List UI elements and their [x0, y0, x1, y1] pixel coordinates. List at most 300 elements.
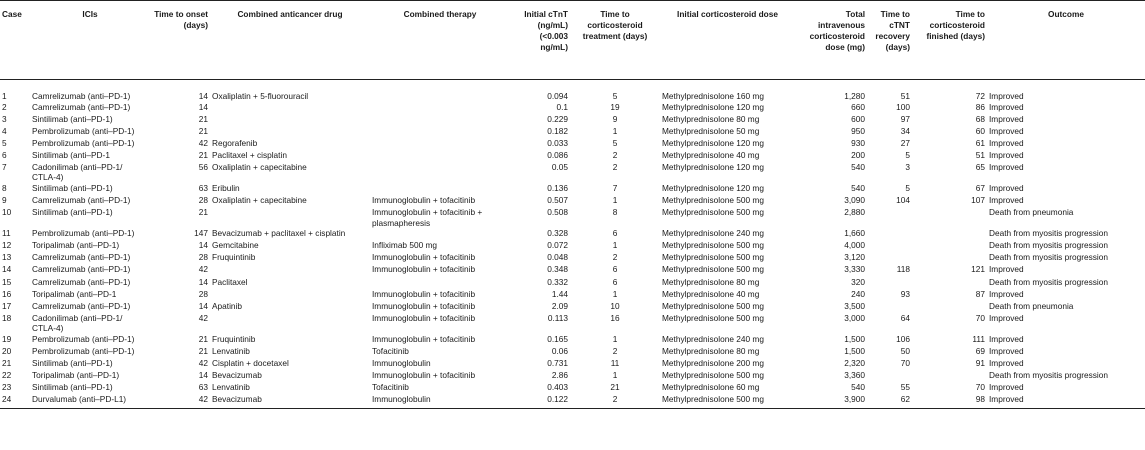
cell-initial-ctnt: 0.229	[547, 113, 568, 124]
cell-initial-ctnt: 0.507	[547, 195, 568, 206]
cell-outcome: Death from myositis progression	[989, 276, 1108, 287]
cell-total-iv-corticosteroid-dose: 1,280	[844, 91, 865, 101]
cell-combined-therapy: Immunoglobulin + tofacitinib	[372, 370, 476, 381]
cell-total-iv-corticosteroid-dose: 930	[851, 137, 865, 148]
cell-time-to-ctnt-recovery	[867, 228, 912, 240]
cell-combined-therapy: Tofacitinib	[372, 345, 409, 356]
cell-time-to-onset: 21	[198, 207, 208, 218]
cell-combined-therapy	[370, 183, 510, 195]
cell-initial-corticosteroid-dose: Methylprednisolone 120 mg	[662, 101, 764, 112]
table-row	[0, 277, 1145, 289]
cell-initial-corticosteroid-dose: Methylprednisolone 500 mg	[662, 252, 764, 263]
cell-initial-corticosteroid-dose: Methylprednisolone 500 mg	[662, 370, 764, 381]
cell-icis: Camrelizumab (anti–PD-1)	[32, 91, 131, 101]
cell-initial-corticosteroid-dose: Methylprednisolone 240 mg	[662, 333, 764, 344]
cell-initial-ctnt: 0.731	[547, 358, 568, 368]
cell-time-to-corticosteroid-treatment: 6	[612, 264, 618, 275]
cell-case: 19	[2, 333, 12, 344]
header-total-iv-corticosteroid-dose: Total intravenous corticosteroid dose (mg)	[795, 1, 867, 80]
cell-time-to-onset: 21	[198, 333, 208, 344]
cell-total-iv-corticosteroid-dose: 3,120	[844, 252, 865, 263]
cell-initial-corticosteroid-dose: Methylprednisolone 120 mg	[662, 137, 764, 148]
cell-time-to-corticosteroid-finished: 69	[975, 345, 985, 356]
cell-icis: Pembrolizumab (anti–PD-1)	[32, 137, 135, 148]
cell-combined-therapy: Immunoglobulin + tofacitinib	[372, 333, 476, 344]
cell-time-to-ctnt-recovery: 55	[900, 382, 910, 393]
cell-time-to-ctnt-recovery: 106	[896, 333, 910, 344]
cell-outcome: Death from pneumonia	[989, 300, 1074, 311]
cell-time-to-onset: 14	[198, 276, 208, 287]
cell-initial-ctnt: 0.328	[547, 228, 568, 239]
cell-initial-ctnt: 0.048	[547, 252, 568, 263]
cell-case: 11	[2, 228, 11, 239]
cell-initial-corticosteroid-dose: Methylprednisolone 500 mg	[662, 195, 764, 206]
cell-icis: Sintilimab (anti–PD-1)	[32, 182, 113, 193]
cell-combined-therapy	[370, 150, 510, 162]
cell-combined-therapy: Immunoglobulin	[370, 394, 510, 408]
cell-time-to-corticosteroid-finished: 98	[912, 394, 987, 408]
table-row	[0, 264, 1145, 276]
cell-initial-corticosteroid-dose: Methylprednisolone 120 mg	[662, 161, 764, 172]
cell-time-to-corticosteroid-finished: 65	[975, 161, 985, 172]
cell-time-to-ctnt-recovery: 64	[900, 312, 910, 323]
cell-total-iv-corticosteroid-dose: 3,330	[844, 264, 865, 275]
cell-time-to-ctnt-recovery: 62	[867, 394, 912, 408]
cell-initial-ctnt: 0.182	[547, 125, 568, 136]
table-row	[0, 301, 1145, 313]
cell-combined-anticancer-drug: Fruquintinib	[212, 333, 256, 344]
cell-time-to-ctnt-recovery	[867, 370, 912, 382]
cell-time-to-onset: 63	[198, 382, 208, 393]
cell-time-to-corticosteroid-treatment: 2	[612, 252, 618, 263]
cell-outcome: Improved	[989, 264, 1024, 275]
header-case: Case	[0, 1, 30, 80]
cell-combined-anticancer-drug: Paclitaxel	[212, 276, 248, 287]
cell-case: 9	[2, 195, 7, 206]
table-row	[0, 195, 1145, 207]
cell-case: 21	[2, 358, 12, 368]
cell-time-to-onset: 42	[198, 312, 208, 323]
cell-total-iv-corticosteroid-dose: 950	[851, 125, 865, 136]
cell-total-iv-corticosteroid-dose: 660	[851, 101, 865, 112]
cell-initial-ctnt: 0.136	[547, 182, 568, 193]
cell-initial-corticosteroid-dose: Methylprednisolone 40 mg	[662, 149, 760, 160]
cell-time-to-corticosteroid-finished: 61	[975, 137, 985, 148]
cell-time-to-ctnt-recovery: 93	[900, 288, 910, 299]
table-row	[0, 126, 1145, 138]
cell-icis: Toripalimab (anti–PD-1)	[32, 370, 120, 381]
cell-combined-anticancer-drug: Oxaliplatin + 5-fluorouracil	[212, 91, 309, 101]
cell-initial-ctnt: 0.122	[510, 394, 570, 408]
cell-total-iv-corticosteroid-dose: 3,500	[844, 300, 865, 311]
cell-time-to-corticosteroid-treatment: 1	[612, 370, 618, 381]
cell-time-to-corticosteroid-treatment: 1	[612, 125, 618, 136]
cell-icis: Pembrolizumab (anti–PD-1)	[32, 125, 135, 136]
cell-outcome: Death from myositis progression	[989, 252, 1108, 263]
header-time-to-corticosteroid-treatment: Time to corticosteroid treatment (days)	[570, 1, 660, 80]
cell-time-to-corticosteroid-treatment: 2	[612, 149, 618, 160]
cell-combined-anticancer-drug: Lenvatinib	[212, 345, 250, 356]
cell-time-to-corticosteroid-finished: 67	[975, 182, 985, 193]
cell-outcome: Improved	[989, 101, 1024, 112]
cell-total-iv-corticosteroid-dose: 3,900	[795, 394, 867, 408]
cell-time-to-ctnt-recovery	[867, 252, 912, 264]
table-row	[0, 114, 1145, 126]
cell-time-to-corticosteroid-treatment: 2	[612, 345, 618, 356]
cell-initial-ctnt: 0.086	[547, 149, 568, 160]
cell-outcome: Improved	[989, 288, 1024, 299]
cell-initial-corticosteroid-dose: Methylprednisolone 120 mg	[662, 182, 764, 193]
cell-case: 18	[2, 312, 12, 323]
cell-combined-therapy	[370, 138, 510, 150]
cell-time-to-onset: 21	[198, 149, 208, 160]
table-row	[0, 162, 1145, 183]
cell-combined-anticancer-drug	[210, 126, 370, 138]
cell-initial-ctnt: 0.332	[547, 276, 568, 287]
cell-total-iv-corticosteroid-dose: 1,500	[844, 345, 865, 356]
cell-case: 16	[2, 288, 12, 299]
cell-time-to-corticosteroid-treatment: 21	[610, 382, 620, 393]
cell-time-to-corticosteroid-finished: 86	[975, 101, 985, 112]
cell-outcome: Improved	[989, 113, 1024, 124]
cell-initial-ctnt: 0.508	[547, 207, 568, 218]
cell-combined-therapy: Infliximab 500 mg	[372, 240, 438, 251]
cell-outcome: Death from myositis progression	[989, 240, 1108, 251]
cell-total-iv-corticosteroid-dose: 3,360	[844, 370, 865, 381]
cell-combined-anticancer-drug	[210, 289, 370, 301]
cell-combined-anticancer-drug: Oxaliplatin + capecitabine	[212, 195, 307, 206]
cell-outcome: Improved	[989, 345, 1024, 356]
cell-case: 22	[2, 370, 12, 381]
cell-icis: Pembrolizumab (anti–PD-1)	[32, 345, 135, 356]
cell-total-iv-corticosteroid-dose: 240	[851, 288, 865, 299]
table-row	[0, 240, 1145, 252]
cell-case: 5	[2, 137, 7, 148]
cell-outcome: Improved	[989, 149, 1024, 160]
cell-total-iv-corticosteroid-dose: 3,090	[844, 195, 865, 206]
cell-icis: Toripalimab (anti–PD-1)	[32, 240, 120, 251]
cell-combined-anticancer-drug: Oxaliplatin + capecitabine	[212, 161, 307, 172]
cell-time-to-corticosteroid-treatment: 8	[612, 207, 618, 218]
header-initial-ctnt: Initial cTnT (ng/mL) (<0.003 ng/mL)	[510, 1, 570, 80]
cell-icis: Sintilimab (anti–PD-1)	[32, 358, 113, 368]
cell-time-to-onset: 28	[198, 288, 208, 299]
table-row	[0, 334, 1145, 346]
header-initial-corticosteroid-dose: Initial corticosteroid dose	[660, 1, 795, 80]
cell-icis: Pembrolizumab (anti–PD-1)	[32, 333, 135, 344]
cell-combined-therapy: Tofacitinib	[372, 382, 409, 393]
cell-time-to-corticosteroid-treatment: 11	[610, 358, 620, 368]
cell-case: 24	[0, 394, 30, 408]
header-icis: ICIs	[30, 1, 150, 80]
cell-time-to-onset: 147	[194, 228, 208, 239]
cell-time-to-ctnt-recovery: 100	[896, 101, 910, 112]
cell-time-to-onset: 42	[198, 358, 208, 368]
cell-total-iv-corticosteroid-dose: 540	[851, 161, 865, 172]
cell-combined-anticancer-drug: Apatinib	[212, 300, 242, 311]
cell-total-iv-corticosteroid-dose: 200	[851, 149, 865, 160]
cell-time-to-corticosteroid-finished	[912, 277, 987, 289]
cell-combined-therapy: Immunoglobulin + tofacitinib	[372, 312, 476, 323]
cell-time-to-corticosteroid-treatment: 9	[612, 113, 618, 124]
cell-time-to-corticosteroid-finished: 68	[975, 113, 985, 124]
cell-time-to-onset: 56	[198, 161, 208, 172]
cell-time-to-onset: 63	[198, 182, 208, 193]
cell-icis: Sintilimab (anti–PD-1)	[32, 113, 113, 124]
cell-case: 2	[2, 101, 7, 112]
cell-outcome: Improved	[989, 382, 1024, 393]
cell-time-to-onset: 14	[198, 240, 208, 251]
cell-combined-therapy: Immunoglobulin + tofacitinib	[372, 252, 476, 263]
cell-time-to-corticosteroid-treatment: 2	[570, 394, 660, 408]
cell-initial-ctnt: 0.05	[551, 161, 568, 172]
cell-time-to-corticosteroid-finished	[912, 240, 987, 252]
cell-outcome: Improved	[987, 394, 1145, 408]
cell-case: 12	[2, 240, 12, 251]
cell-time-to-corticosteroid-finished	[912, 252, 987, 264]
cell-time-to-corticosteroid-treatment: 5	[612, 137, 618, 148]
cell-outcome: Improved	[989, 182, 1024, 193]
table-row	[0, 102, 1145, 114]
cell-initial-ctnt: 0.403	[547, 382, 568, 393]
cell-icis: Sintilimab (anti–PD-1)	[32, 382, 113, 393]
table-row	[0, 370, 1145, 382]
cell-time-to-corticosteroid-finished: 51	[975, 149, 985, 160]
cell-time-to-corticosteroid-finished: 91	[975, 358, 985, 368]
cell-icis: Camrelizumab (anti–PD-1)	[32, 195, 131, 206]
table-row	[0, 207, 1145, 228]
header-outcome: Outcome	[987, 1, 1145, 80]
cell-time-to-ctnt-recovery	[867, 207, 912, 228]
cell-icis: Camrelizumab (anti–PD-1)	[32, 101, 131, 112]
cell-time-to-ctnt-recovery: 97	[900, 113, 910, 124]
cell-outcome: Improved	[989, 312, 1024, 323]
table-row	[0, 394, 1145, 408]
cell-time-to-corticosteroid-treatment: 7	[612, 182, 618, 193]
cell-combined-therapy	[370, 277, 510, 289]
cell-initial-corticosteroid-dose: Methylprednisolone 50 mg	[662, 125, 760, 136]
cell-combined-therapy: Immunoglobulin + tofacitinib	[372, 195, 476, 206]
cell-combined-therapy: Immunoglobulin + tofacitinib + plasmapheresis	[372, 207, 483, 228]
cell-outcome: Improved	[989, 137, 1024, 148]
cell-time-to-onset: 14	[198, 370, 208, 381]
cell-time-to-ctnt-recovery	[867, 240, 912, 252]
table-row	[0, 313, 1145, 334]
cell-case: 8	[2, 182, 7, 193]
table-body	[0, 80, 1145, 409]
cell-time-to-ctnt-recovery: 70	[900, 358, 910, 368]
table-row	[0, 289, 1145, 301]
cell-total-iv-corticosteroid-dose: 1,500	[844, 333, 865, 344]
cell-icis: Camrelizumab (anti–PD-1)	[32, 264, 131, 275]
cell-case: 23	[2, 382, 12, 393]
cell-total-iv-corticosteroid-dose: 320	[851, 276, 865, 287]
cell-outcome: Improved	[989, 161, 1024, 172]
cell-initial-corticosteroid-dose: Methylprednisolone 240 mg	[662, 228, 764, 239]
cell-time-to-onset: 21	[198, 345, 208, 356]
table-row	[0, 183, 1145, 195]
cell-time-to-corticosteroid-treatment: 1	[612, 288, 618, 299]
cell-combined-therapy	[370, 114, 510, 126]
cell-time-to-ctnt-recovery: 27	[900, 137, 910, 148]
cell-combined-anticancer-drug	[210, 207, 370, 228]
cell-time-to-corticosteroid-treatment: 19	[610, 101, 620, 112]
cell-combined-therapy: Immunoglobulin + tofacitinib	[372, 300, 476, 311]
cell-combined-anticancer-drug	[210, 313, 370, 334]
cell-initial-corticosteroid-dose: Methylprednisolone 80 mg	[662, 345, 760, 356]
table-row	[0, 252, 1145, 264]
cell-time-to-corticosteroid-finished: 70	[975, 312, 985, 323]
cell-case: 1	[2, 91, 7, 101]
cell-initial-ctnt: 0.094	[547, 91, 568, 101]
cell-initial-ctnt: 0.1	[556, 101, 568, 112]
cell-outcome: Death from pneumonia	[989, 207, 1074, 218]
cell-time-to-ctnt-recovery: 118	[896, 264, 910, 275]
table-row	[0, 346, 1145, 358]
cell-outcome: Improved	[989, 333, 1024, 344]
cell-case: 20	[2, 345, 12, 356]
cell-time-to-onset: 14	[198, 101, 208, 112]
cell-combined-anticancer-drug: Fruquintinib	[212, 252, 256, 263]
cell-total-iv-corticosteroid-dose: 2,880	[844, 207, 865, 218]
table-row	[0, 358, 1145, 370]
table-row	[0, 150, 1145, 162]
cell-time-to-onset: 21	[198, 125, 208, 136]
cell-combined-anticancer-drug: Bevacizumab + paclitaxel + cisplatin	[212, 228, 346, 239]
cell-combined-anticancer-drug	[210, 264, 370, 276]
cell-time-to-corticosteroid-finished: 60	[975, 125, 985, 136]
cell-time-to-onset: 42	[150, 394, 210, 408]
cell-initial-ctnt: 1.44	[551, 288, 568, 299]
cell-time-to-corticosteroid-finished: 107	[971, 195, 985, 206]
cell-outcome: Improved	[989, 358, 1024, 368]
cell-initial-ctnt: 0.348	[547, 264, 568, 275]
cell-initial-corticosteroid-dose: Methylprednisolone 200 mg	[662, 358, 764, 368]
cell-combined-therapy	[370, 228, 510, 240]
cell-total-iv-corticosteroid-dose: 3,000	[844, 312, 865, 323]
cell-time-to-ctnt-recovery	[867, 301, 912, 313]
cell-time-to-corticosteroid-treatment: 6	[612, 228, 618, 239]
cell-time-to-onset: 14	[198, 91, 208, 101]
cell-total-iv-corticosteroid-dose: 540	[851, 182, 865, 193]
cell-initial-corticosteroid-dose: Methylprednisolone 60 mg	[662, 382, 760, 393]
cell-icis: Sintilimab (anti–PD-1)	[32, 207, 113, 218]
header-combined-therapy: Combined therapy	[370, 1, 510, 80]
cell-combined-anticancer-drug: Cisplatin + docetaxel	[212, 358, 289, 368]
cell-combined-anticancer-drug: Bevacizumab	[210, 394, 370, 408]
cell-time-to-corticosteroid-finished	[912, 301, 987, 313]
cell-time-to-corticosteroid-treatment: 1	[612, 333, 618, 344]
cell-initial-corticosteroid-dose: Methylprednisolone 500 mg	[660, 394, 795, 408]
cell-time-to-corticosteroid-treatment: 2	[612, 161, 618, 172]
cell-case: 4	[2, 125, 7, 136]
cell-total-iv-corticosteroid-dose: 600	[851, 113, 865, 124]
cell-icis: Cadonilimab (anti–PD-1/ CTLA-4)	[32, 312, 123, 334]
cell-total-iv-corticosteroid-dose: 4,000	[844, 240, 865, 251]
table-row	[0, 228, 1145, 240]
cell-icis: Camrelizumab (anti–PD-1)	[32, 252, 131, 263]
cell-initial-ctnt: 0.072	[547, 240, 568, 251]
cell-combined-anticancer-drug: Paclitaxel + cisplatin	[212, 149, 287, 160]
cell-icis: Camrelizumab (anti–PD-1)	[32, 300, 131, 311]
cell-initial-ctnt: 2.86	[551, 370, 568, 381]
cell-time-to-ctnt-recovery: 51	[900, 91, 910, 101]
cell-combined-therapy: Immunoglobulin + tofacitinib	[372, 288, 476, 299]
cell-time-to-ctnt-recovery: 5	[905, 182, 910, 193]
cell-initial-ctnt: 2.09	[551, 300, 568, 311]
cell-time-to-onset: 14	[198, 300, 208, 311]
cell-time-to-onset: 28	[198, 195, 208, 206]
cell-time-to-ctnt-recovery: 50	[900, 345, 910, 356]
table-row	[0, 382, 1145, 394]
cell-combined-anticancer-drug: Lenvatinib	[212, 382, 250, 393]
cell-initial-corticosteroid-dose: Methylprednisolone 500 mg	[662, 240, 764, 251]
cell-time-to-onset: 42	[198, 264, 208, 275]
cell-initial-corticosteroid-dose: Methylprednisolone 500 mg	[662, 207, 764, 218]
header-time-to-corticosteroid-finished: Time to corticosteroid finished (days)	[912, 1, 987, 80]
cell-icis: Camrelizumab (anti–PD-1)	[32, 276, 131, 287]
cell-time-to-ctnt-recovery: 104	[896, 195, 910, 206]
cell-combined-anticancer-drug: Bevacizumab	[212, 370, 262, 381]
cell-time-to-ctnt-recovery: 3	[905, 161, 910, 172]
cell-case: 3	[2, 113, 7, 124]
cell-icis: Cadonilimab (anti–PD-1/ CTLA-4)	[32, 161, 123, 183]
cell-combined-anticancer-drug: Gemcitabine	[212, 240, 259, 251]
cell-time-to-onset: 42	[198, 137, 208, 148]
cell-case: 10	[2, 207, 12, 218]
cell-combined-therapy	[370, 162, 510, 183]
cell-time-to-onset: 21	[198, 113, 208, 124]
header-time-to-onset: Time to onset (days)	[150, 1, 210, 80]
cell-outcome: Improved	[989, 125, 1024, 136]
cell-time-to-corticosteroid-finished	[912, 228, 987, 240]
cell-time-to-corticosteroid-finished: 121	[971, 264, 985, 275]
cell-initial-corticosteroid-dose: Methylprednisolone 40 mg	[662, 288, 760, 299]
cell-time-to-corticosteroid-treatment: 6	[612, 276, 618, 287]
header-combined-anticancer-drug: Combined anticancer drug	[210, 1, 370, 80]
cell-initial-corticosteroid-dose: Methylprednisolone 160 mg	[662, 91, 764, 101]
cell-time-to-corticosteroid-finished: 72	[975, 91, 985, 101]
cell-total-iv-corticosteroid-dose: 1,660	[844, 228, 865, 239]
cell-initial-ctnt: 0.165	[547, 333, 568, 344]
cell-initial-ctnt: 0.113	[547, 312, 568, 323]
cell-icis: Toripalimab (anti–PD-1	[32, 288, 117, 299]
cell-initial-ctnt: 0.033	[547, 137, 568, 148]
cell-combined-therapy: Immunoglobulin + tofacitinib	[372, 264, 476, 275]
cell-time-to-corticosteroid-finished: 70	[975, 382, 985, 393]
cell-combined-therapy	[370, 102, 510, 114]
cell-time-to-corticosteroid-finished: 111	[972, 333, 985, 344]
header-row	[0, 1, 1145, 80]
cell-combined-therapy	[370, 80, 510, 102]
table-row	[0, 138, 1145, 150]
cell-combined-anticancer-drug: Eribulin	[212, 182, 240, 193]
cell-time-to-ctnt-recovery: 34	[900, 125, 910, 136]
cell-combined-therapy: Immunoglobulin	[372, 358, 431, 368]
cell-case: 13	[2, 252, 12, 263]
cell-time-to-corticosteroid-finished	[912, 207, 987, 228]
cell-initial-corticosteroid-dose: Methylprednisolone 500 mg	[662, 264, 764, 275]
cell-outcome: Death from myositis progression	[989, 370, 1108, 381]
cell-total-iv-corticosteroid-dose: 540	[851, 382, 865, 393]
cell-time-to-corticosteroid-treatment: 5	[612, 91, 618, 101]
cell-time-to-ctnt-recovery	[867, 277, 912, 289]
cell-combined-anticancer-drug	[210, 114, 370, 126]
cell-time-to-onset: 28	[198, 252, 208, 263]
cell-time-to-ctnt-recovery: 5	[905, 149, 910, 160]
cell-time-to-corticosteroid-treatment: 16	[610, 312, 620, 323]
cell-case: 17	[2, 300, 12, 311]
